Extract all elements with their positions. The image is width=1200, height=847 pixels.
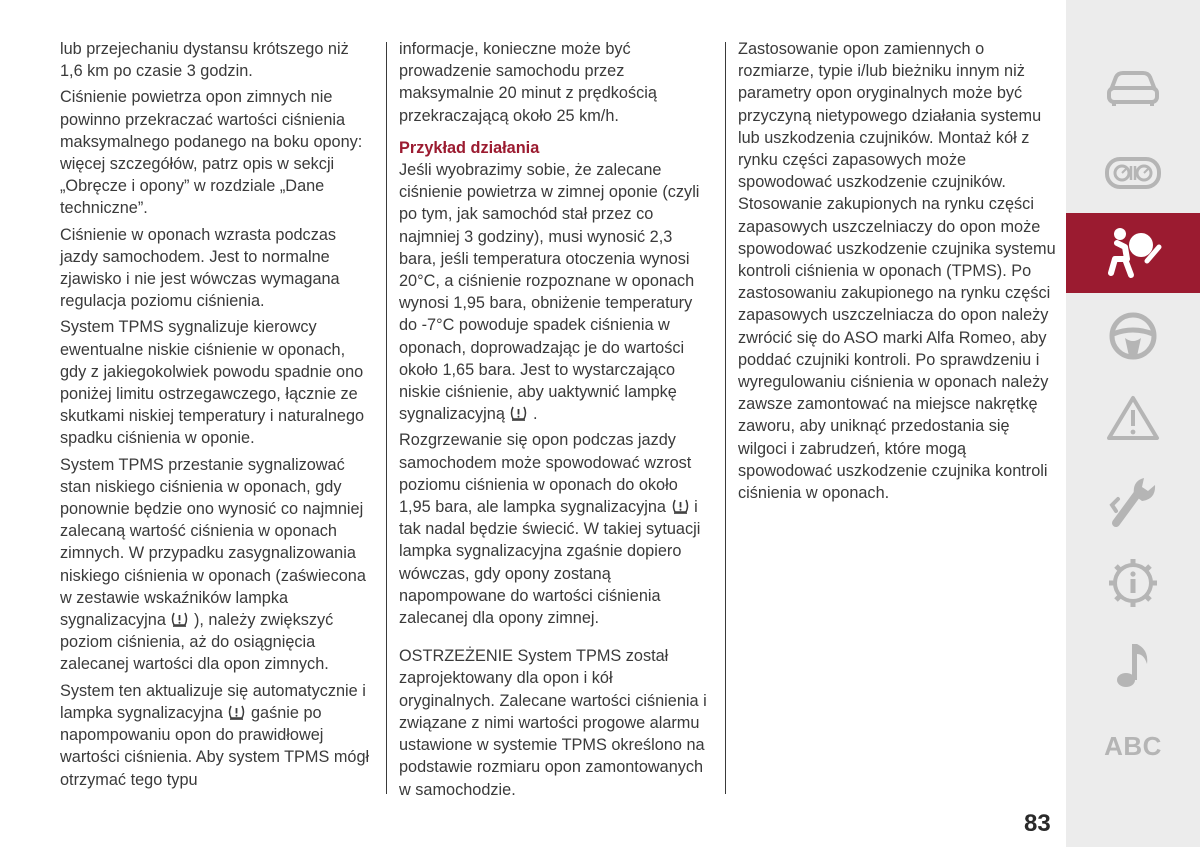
chapter-sidebar (1066, 0, 1200, 847)
airbag-icon (1103, 225, 1163, 281)
sidebar-item-steering[interactable] (1066, 296, 1200, 376)
info-gear-icon (1107, 557, 1159, 609)
sidebar-item-safety[interactable] (1066, 213, 1200, 293)
tpms-warning-icon (170, 611, 189, 627)
sidebar-item-dashboard[interactable] (1066, 133, 1200, 213)
paragraph-text: i tak nadal będzie świecić. W takiej sytuacji lampka sygnalizacyjna zgaśnie dopiero wówczas, gdy opony zostaną napompowane do wartości ciśnienia zalecanej dla opony zimnej. (399, 498, 701, 628)
music-note-icon (1113, 640, 1153, 690)
paragraph: lub przejechaniu dystansu krótszego niż 1,6 km po czasie 3 godzin. (60, 40, 349, 81)
sidebar-item-multimedia[interactable] (1066, 625, 1200, 705)
wrench-icon (1106, 473, 1160, 529)
sidebar-item-technical-data[interactable] (1066, 543, 1200, 623)
paragraph-text: System ten aktualizuje się automatycznie i lampka sygnalizacyjna (60, 681, 366, 722)
abc-index-label: ABC (1104, 730, 1162, 761)
page-number: 83 (1024, 810, 1051, 837)
paragraph (60, 680, 374, 791)
text-column-2 (399, 38, 713, 805)
paragraph: informacje, konieczne może być prowadzenie samochodu przez maksymalnie 20 minut z prędkością przekraczającą około 25 km/h. (399, 40, 657, 125)
paragraph: Zastosowanie opon zamiennych o rozmiarze, typie i/lub bieżniku innym niż parametry opon oryginalnych może być przyczyną nietypowego działania systemu lub uszkodzenia czujników. Montaż kół z rynku części zapasowych może spowodować uszkodzenie czujników. Stosowanie zakupionych na rynku części zapasowych uszczelniaczy do opon może spowodować uszkodzenie czujnika systemu kontroli ciśnienia w oponach (TPMS). Po zastosowaniu zakupionego na rynku części zapasowych uszczelniacza do opon należy zwrócić się do ASO marki Alfa Romeo, aby poddać czujniki kontroli. Po sprawdzeniu i wyregulowaniu ciśnienia w oponach należy zawsze zamontować na miejsce nakrętkę zaworu, aby uniknąć przedostania się wilgoci i zabrudzeń, które mogą spowodować uszkodzenie czujnika kontroli ciśnienia w oponach. (738, 40, 1056, 503)
paragraph-text: Jeśli wyobrazimy sobie, że zalecane ciśnienie powietrza w zimnej oponie (czyli po tym, jak samochód stał przez co najmniej 3 godziny), musi wynosić 2,3 bara, jeśli temperatura otoczenia wynosi 20°C, a ciśnienie rozpoznane w oponach wynosi 1,95 bara, obniżenie temperatury do -7°C powoduje spadek ciśnienia w oponach, doprowadzając je do wartości około 1,65 bara. Jest to wystarczająco niskie ciśnienie, aby uaktywnić lampkę sygnalizacyjną (399, 161, 700, 424)
paragraph: Ciśnienie w oponach wzrasta podczas jazdy samochodem. Jest to normalne zjawisko i nie jest wówczas wymagana regulacja poziomu ciśnienia. (60, 225, 340, 311)
warning-triangle-icon (1106, 394, 1160, 442)
tpms-warning-icon (227, 704, 246, 720)
paragraph-text: Rozgrzewanie się opon podczas jazdy samochodem może spowodować wzrost poziomu ciśnienia w oponach do około 1,95 bara, ale lampka sygnalizacyjna (399, 431, 692, 517)
paragraph (399, 159, 713, 425)
sidebar-item-car[interactable] (1066, 48, 1200, 128)
paragraph-text: ), należy zwiększyć poziom ciśnienia, aż do osiągnięcia zalecanej wartości dla opon zimnych. (60, 611, 334, 674)
warning-paragraph: OSTRZEŻENIE System TPMS został zaprojektowany dla opon i kół oryginalnych. Zalecane wartości ciśnienia i związane z nimi wartości progowe alarmu ustawione w systemie TPMS określono na podstawie rozmiaru opon zamontowanych w samochodzie. (399, 647, 707, 799)
text-column-3 (738, 38, 1056, 508)
paragraph (399, 429, 713, 629)
section-heading: Przykład działania (399, 138, 540, 157)
tpms-warning-icon (509, 405, 528, 421)
paragraph: Ciśnienie powietrza opon zimnych nie powinno przekraczać wartości ciśnienia maksymalnego podanego na boku opony: więcej szczegółów, patrz opis w sekcji „Obręcze i opony” w rozdziale „Dane techniczne”. (60, 88, 363, 218)
paragraph-text: System TPMS przestanie sygnalizować stan niskiego ciśnienia w oponach, gdy ponownie będzie ono wynosić co najmniej zalecaną wartość ciśnienia w oponach zimnych. W przypadku zasygnalizowania niskiego ciśnienia w oponach (zaświecona w zestawie wskaźników lampka sygnalizacyjna (60, 455, 366, 630)
steering-wheel-icon (1107, 310, 1159, 362)
dashboard-icon (1104, 153, 1162, 193)
car-icon (1106, 68, 1160, 108)
column-divider (386, 42, 387, 794)
sidebar-item-warnings[interactable] (1066, 378, 1200, 458)
tpms-warning-icon (671, 498, 690, 514)
paragraph-text: . (532, 405, 538, 424)
sidebar-item-index[interactable] (1066, 706, 1200, 786)
text-column-1 (60, 38, 374, 795)
paragraph: System TPMS sygnalizuje kierowcy ewentualne niskie ciśnienie w oponach, gdy z jakiegokolwiek powodu spadnie ono poniżej limitu ostrzegawczego, łącznie ze skutkami niskiej temperatury i naturalnego spadku ciśnienia w oponie. (60, 318, 365, 448)
column-divider (725, 42, 726, 794)
paragraph (60, 454, 374, 676)
paragraph-text: gaśnie po napompowaniu opon do prawidłowej wartości ciśnienia. Aby system TPMS mógł otrzymać tego typu (60, 703, 370, 789)
sidebar-item-maintenance[interactable] (1066, 461, 1200, 541)
